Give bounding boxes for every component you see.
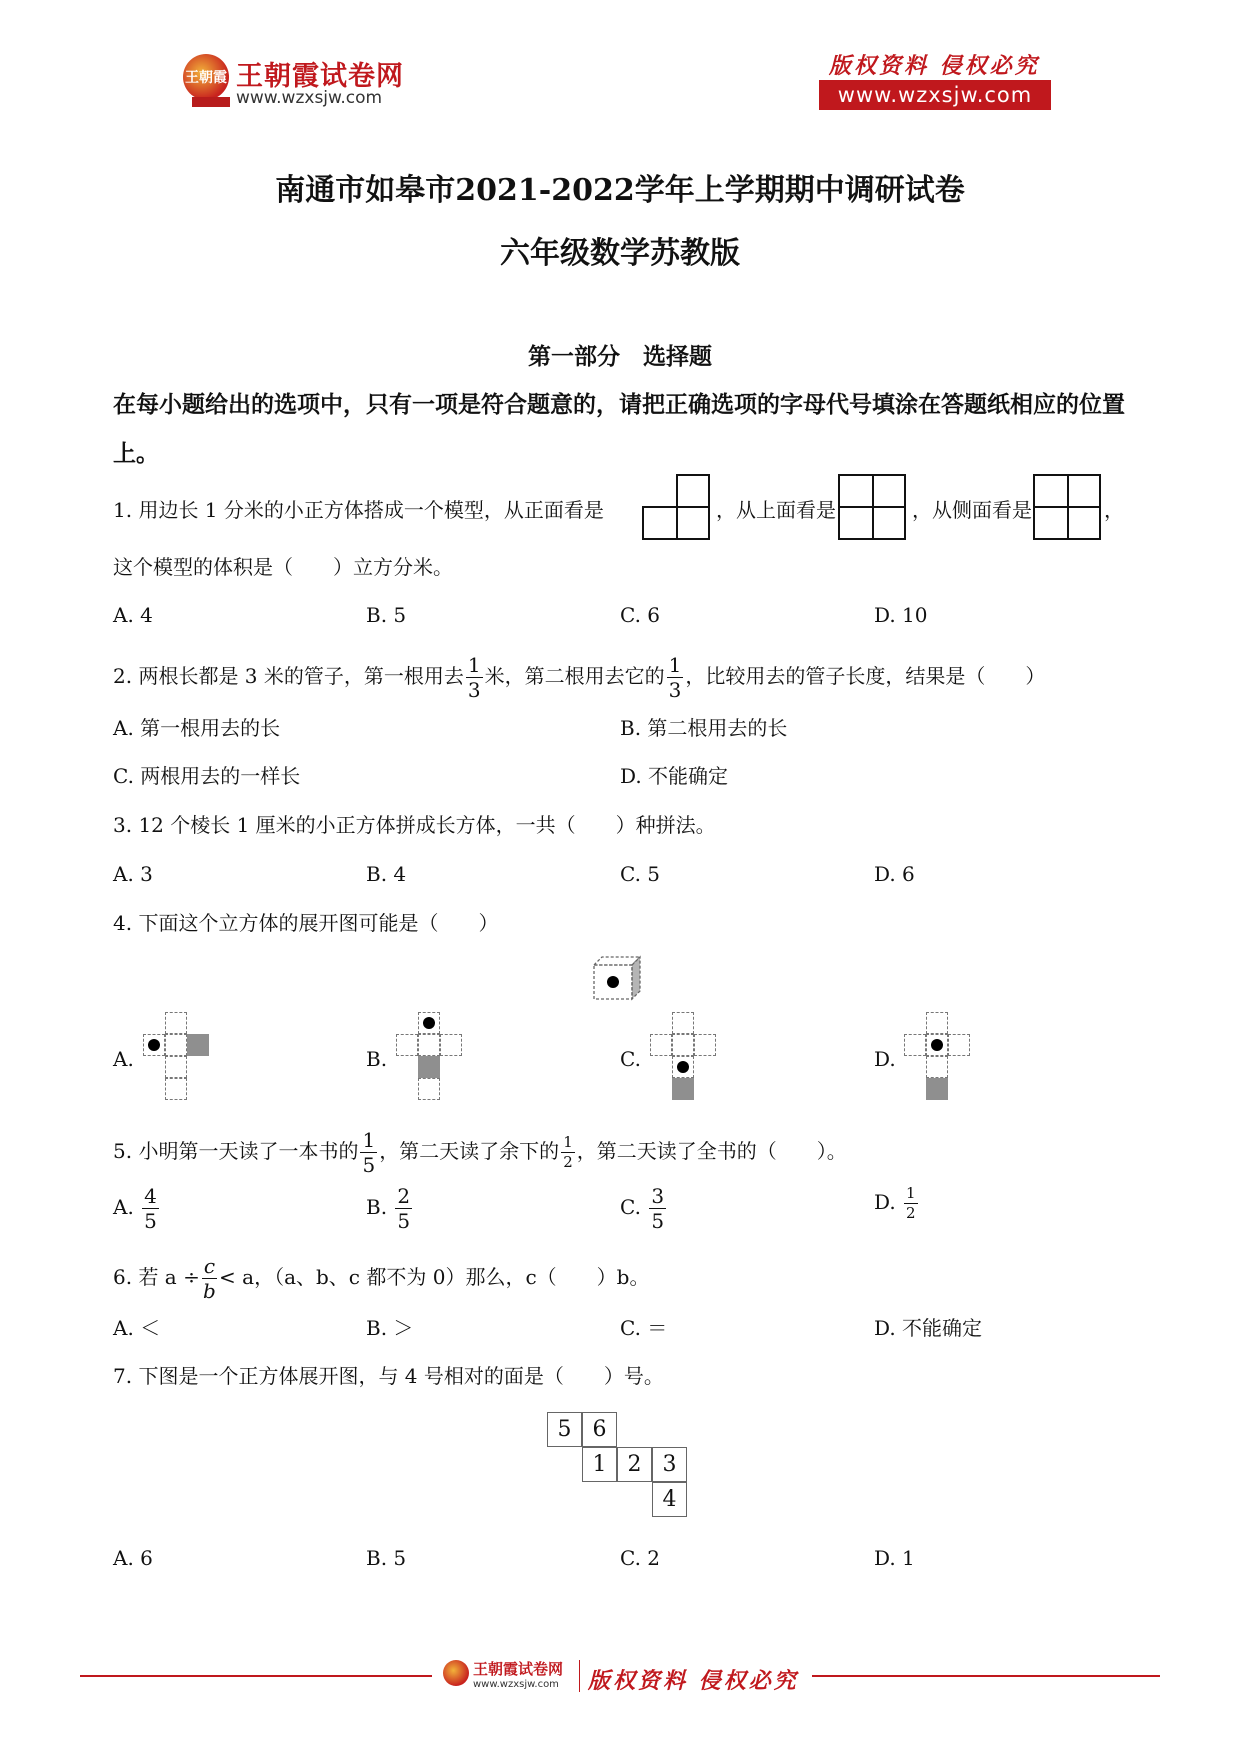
q7-face-4: 4 [652,1482,687,1517]
q1-option-a[interactable]: A. 4 [113,603,153,627]
q3-option-d[interactable]: D. 6 [874,862,915,886]
q3-text: 3. 12 个棱长 1 厘米的小正方体拼成长方体，一共（ ）种拼法。 [113,813,716,837]
q2-option-b[interactable]: B. 第二根用去的长 [620,716,788,740]
q7-text: 7. 下图是一个正方体展开图，与 4 号相对的面是（ ）号。 [113,1364,664,1388]
footer-separator [579,1660,580,1692]
q4-option-a[interactable]: A. [113,1047,134,1071]
q1-option-c[interactable]: C. 6 [620,603,661,627]
q4-option-b[interactable]: B. [366,1047,388,1071]
brand-name: 王朝霞试卷网 [236,61,404,92]
footer-brand: 王朝霞试卷网 [473,1660,564,1678]
q3-option-a[interactable]: A. 3 [113,862,153,886]
q7-face-6: 6 [582,1412,617,1447]
q5-fraction-2: $\frac{1}{2}$ [563,1133,573,1171]
logo-ribbon [192,97,230,107]
q4-text: 4. 下面这个立方体的展开图可能是（ ） [113,911,499,935]
q4-net-d[interactable] [904,1012,994,1102]
q7-option-d[interactable]: D. 1 [874,1546,915,1570]
footer-copyright: 版权资料 侵权必究 [588,1668,799,1694]
q4-net-a[interactable] [143,1012,233,1102]
q6-fraction: $\frac{c}{b}$ [203,1254,216,1303]
footer-url[interactable]: www.wzxsjw.com [473,1679,559,1690]
q7-option-a[interactable]: A. 6 [113,1546,153,1570]
q5-text: 5. 小明第一天读了一本书的 $\frac{1}{5}$ ，第二天读了余下的 $\frac{1}{2}$ ，第二天读了全书的（ ）。 [113,1128,847,1177]
q1-text-1: 1. 用边长 1 分米的小正方体搭成一个模型，从正面看是 [113,498,604,522]
footer-rule-right [812,1675,1160,1677]
q5-option-d[interactable]: D. $\frac{1}{2}$ [874,1184,916,1222]
exam-subtitle: 六年级数学苏教版 [500,236,740,271]
exam-title: 南通市如皋市2021-2022学年上学期期中调研试卷 [275,173,965,208]
q4-option-c[interactable]: C. [620,1047,641,1071]
q2-option-c[interactable]: C. 两根用去的一样长 [113,764,301,788]
q1-text-2: ，从上面看是 [716,498,836,522]
q7-cube-net [547,1412,692,1520]
q2-text: 2. 两根长都是 3 米的管子，第一根用去 $\frac{1}{3}$ 米，第二根用去它的 $\frac{1}{3}$ ，比较用去的管子长度，结果是（ ） [113,653,1046,702]
q5-fraction-1: $\frac{1}{5}$ [362,1128,376,1177]
q2-option-a[interactable]: A. 第一根用去的长 [113,716,281,740]
section-heading: 第一部分 选择题 [528,343,712,370]
q4-cube-figure [592,955,642,1003]
q7-face-1: 1 [582,1447,617,1482]
q1-front-view [642,474,710,540]
q5-option-b[interactable]: B. $\frac{2}{5}$ [366,1184,411,1233]
q7-face-2: 2 [617,1447,652,1482]
q7-option-b[interactable]: B. 5 [366,1546,407,1570]
q6-option-d[interactable]: D. 不能确定 [874,1316,983,1340]
footer-logo [443,1660,469,1686]
q4-net-c[interactable] [650,1012,740,1102]
q1-text-line2: 这个模型的体积是（ ）立方分米。 [113,555,453,579]
brand-logo: 王朝霞 [183,54,229,100]
q1-text-4: ， [1104,498,1124,522]
site-url-banner[interactable]: www.wzxsjw.com [819,80,1051,110]
brand-url[interactable]: www.wzxsjw.com [236,88,383,108]
section-instruction: 在每小题给出的选项中，只有一项是符合题意的，请把正确选项的字母代号填涂在答题纸相应的位置上。 [113,391,1125,467]
q5-option-c[interactable]: C. $\frac{3}{5}$ [620,1184,665,1233]
q3-option-c[interactable]: C. 5 [620,862,661,886]
q6-option-b[interactable]: B. ＞ [366,1316,414,1340]
q6-option-a[interactable]: A. ＜ [113,1316,161,1340]
q7-face-3: 3 [652,1447,687,1482]
q2-fraction-2: $\frac{1}{3}$ [668,653,682,702]
q1-text-3: ，从侧面看是 [912,498,1032,522]
q6-text: 6. 若 a ÷ $\frac{c}{b}$ < a，（a、b、c 都不为 0）那么，c（ ）b。 [113,1254,650,1303]
q4-net-b[interactable] [396,1012,486,1102]
q1-option-d[interactable]: D. 10 [874,603,928,627]
q7-face-5: 5 [547,1412,582,1447]
q4-option-d[interactable]: D. [874,1047,896,1071]
q2-fraction-1: $\frac{1}{3}$ [467,653,481,702]
q6-option-c[interactable]: C. ＝ [620,1316,668,1340]
q5-option-a[interactable]: A. $\frac{4}{5}$ [113,1184,157,1233]
copyright-notice: 版权资料 侵权必究 [829,53,1040,79]
q1-side-view [1033,474,1101,540]
q2-option-d[interactable]: D. 不能确定 [620,764,729,788]
q3-option-b[interactable]: B. 4 [366,862,407,886]
q1-option-b[interactable]: B. 5 [366,603,407,627]
q1-top-view [838,474,906,540]
footer-rule-left [80,1675,432,1677]
q7-option-c[interactable]: C. 2 [620,1546,661,1570]
